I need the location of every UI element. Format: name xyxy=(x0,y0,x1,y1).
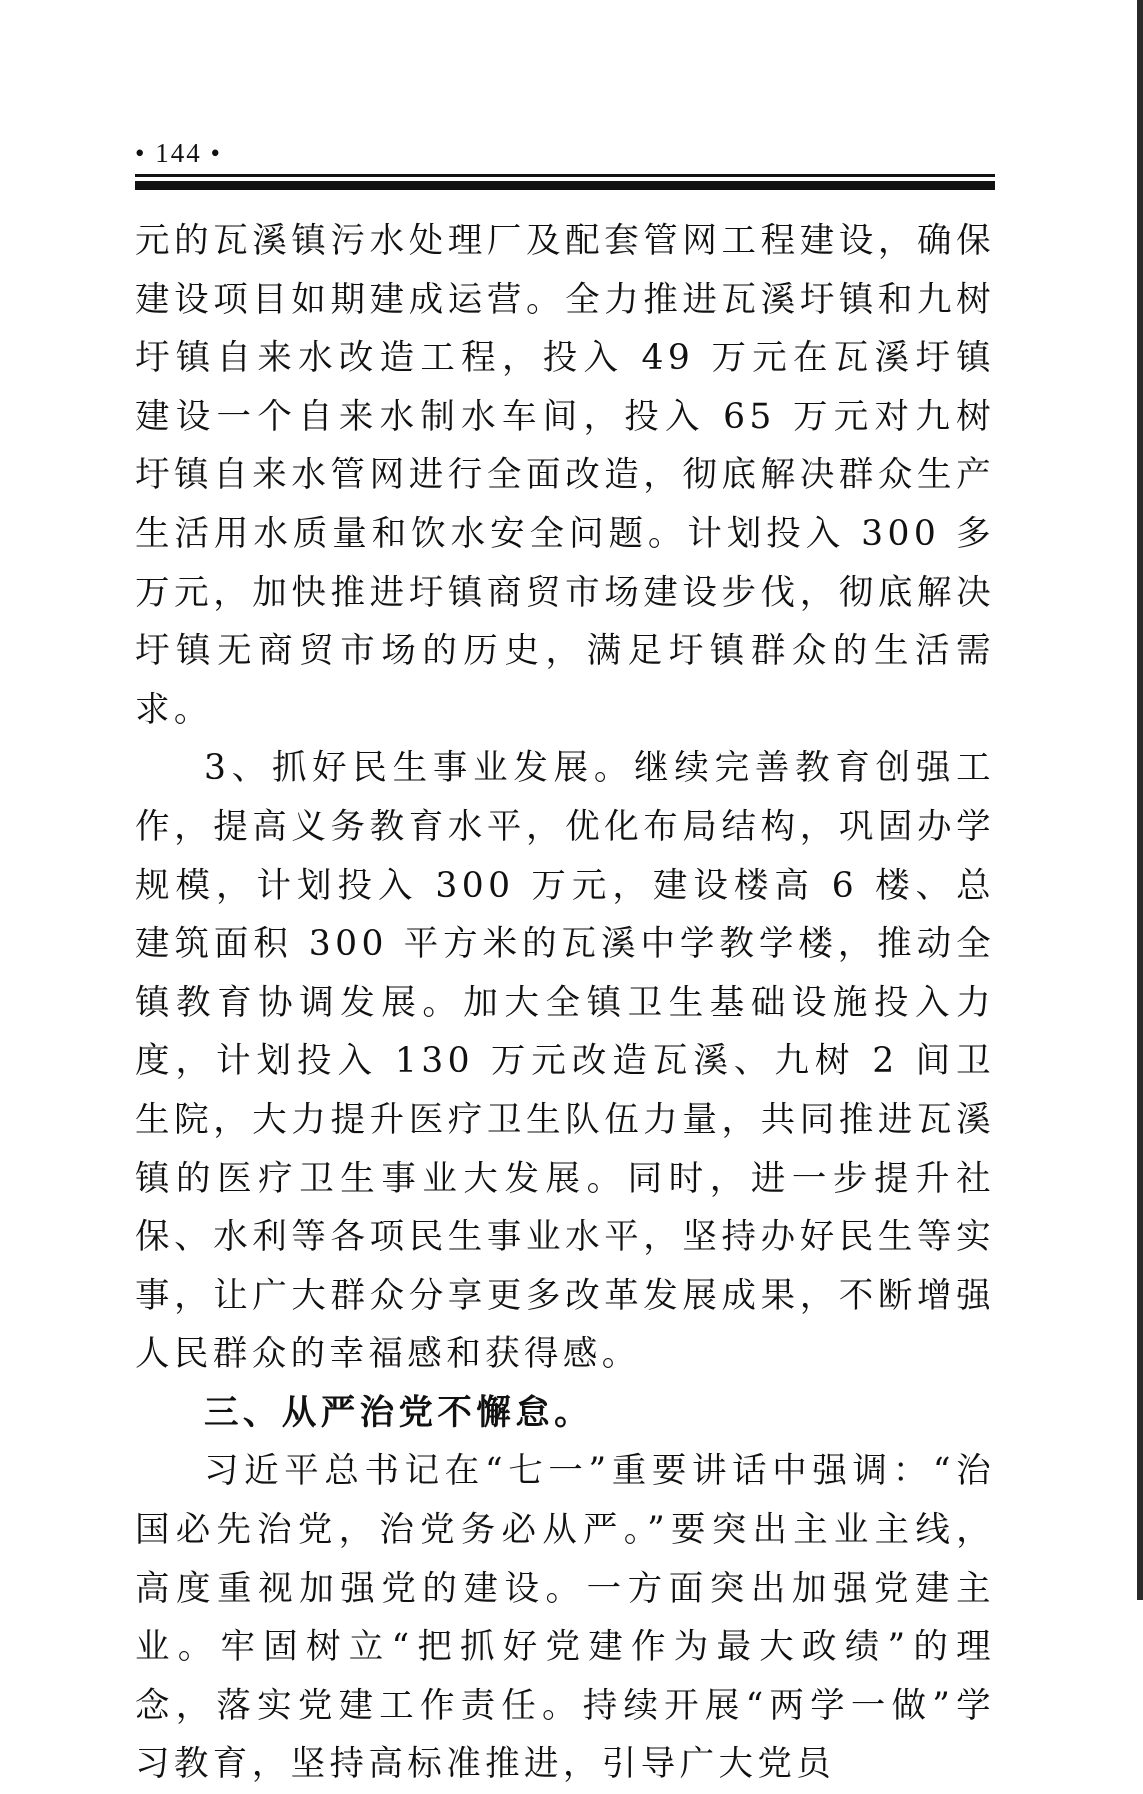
section-heading: 三、从严治党不懈怠。 xyxy=(204,1392,593,1433)
page-header xyxy=(135,136,995,170)
paragraph-continuation: 元的瓦溪镇污水处理厂及配套管网工程建设，确保建设项目如期建成运营。全力推进瓦溪圩镇和九树圩镇自来水改造工程，投入 49 万元在瓦溪圩镇建设一个自来水制水车间，投入 65 万元对九树圩镇自来水管网进行全面改造，彻底解决群众生产生活用水质量和饮水安全问题。计划投入 300 多万元，加快推进圩镇商贸市场建设步伐，彻底解决圩镇无商贸市场的历史，满足圩镇群众的生活需求。 xyxy=(135,221,995,730)
header-rule-thin xyxy=(135,174,995,177)
page-edge xyxy=(1137,0,1143,1600)
paragraph-party-building: 习近平总书记在“七一”重要讲话中强调：“治国必先治党，治党务必从严。”要突出主业主线，高度重视加强党的建设。一方面突出加强党建主业。牢固树立“把抓好党建作为最大政绩”的理念，落实党建工作责任。持续开展“两学一做”学习教育，坚持高标准推进，引导广大党员 xyxy=(135,1451,995,1785)
page-number: • 144 • xyxy=(135,138,222,168)
header-rule-thick xyxy=(135,181,995,190)
paragraph-livelihood: 3、抓好民生事业发展。继续完善教育创强工作，提高义务教育水平，优化布局结构，巩固办学规模，计划投入 300 万元，建设楼高 6 楼、总建筑面积 300 平方米的瓦溪中学教学楼，推动全镇教育协调发展。加大全镇卫生基础设施投入力度，计划投入 130 万元改造瓦溪、九树 2 间卫生院，大力提升医疗卫生队伍力量，共同推进瓦溪镇的医疗卫生事业大发展。同时，进一步提升社保、水利等各项民生事业水平，坚持办好民生等实事，让广大群众分享更多改革发展成果，不断增强人民群众的幸福感和获得感。 xyxy=(135,748,995,1375)
body-text xyxy=(135,212,995,1794)
